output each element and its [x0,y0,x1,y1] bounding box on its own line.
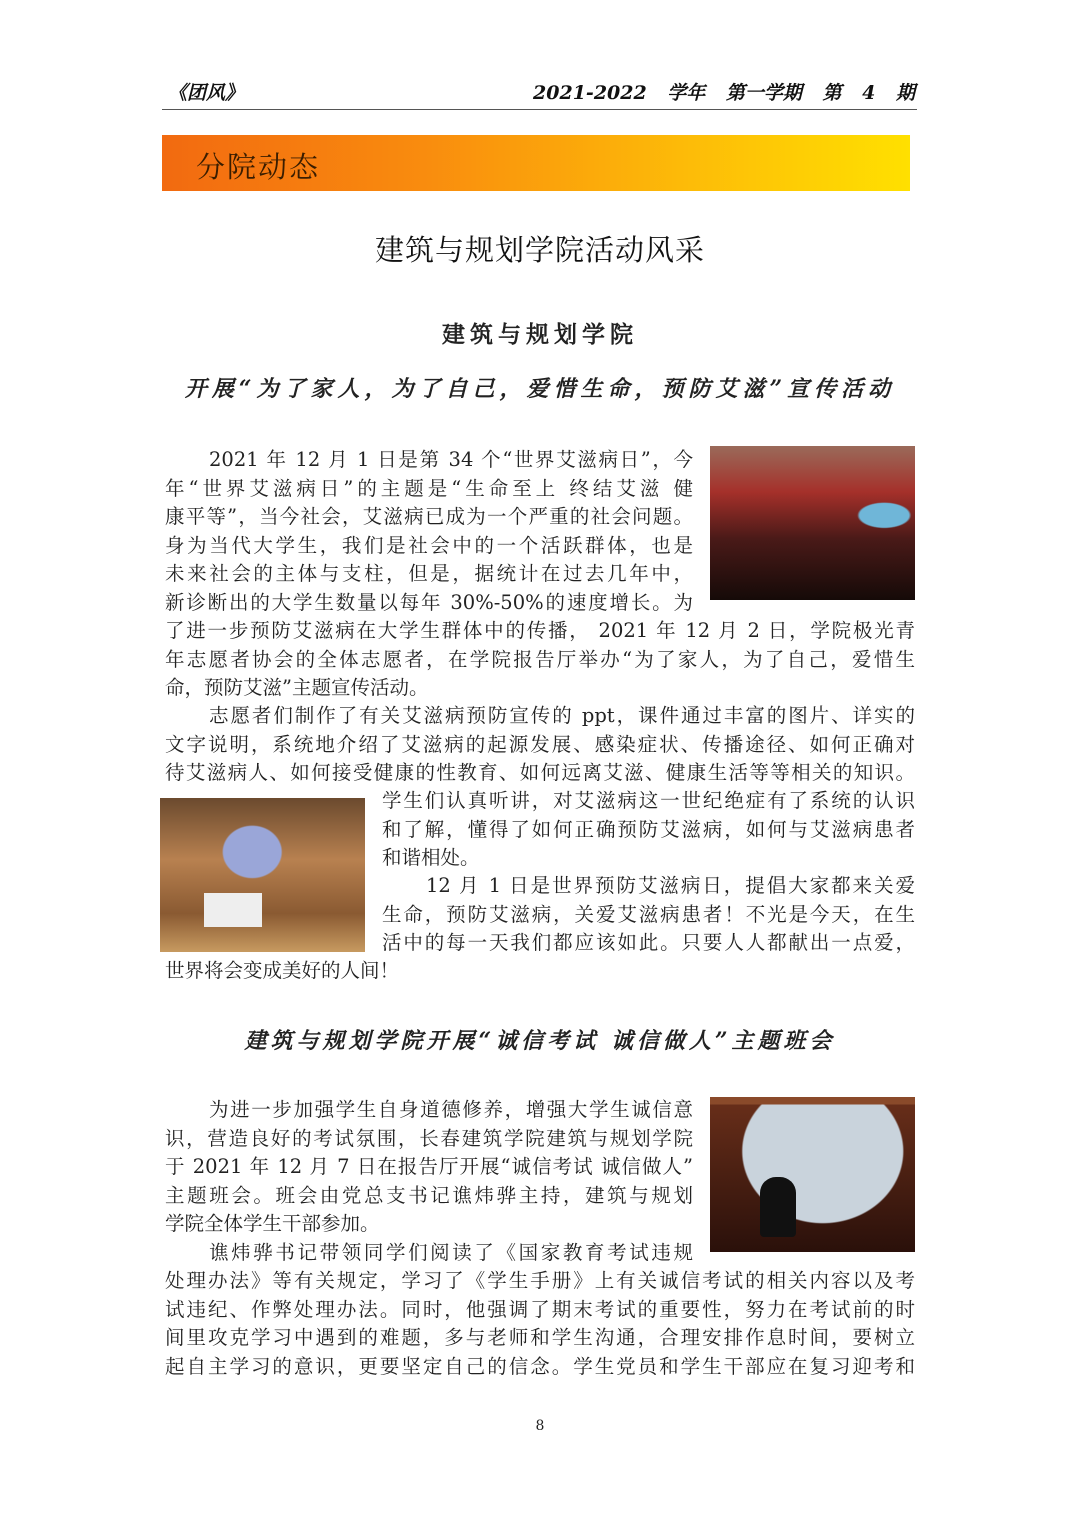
text-line: 试违纪、作弊处理办法。同时，他强调了期末考试的重要性，努力在考试前的时 [165,1297,915,1321]
text-line: 2021 年 12 月 1 日是第 34 个“世界艾滋病日”，今 [209,448,693,471]
text-line: 未来社会的主体与支柱，但是，据统计在过去几年中， [165,562,693,585]
header-divider [162,109,917,110]
text-line: 谯炜骅书记带领同学们阅读了《国家教育考试违规 [209,1240,693,1264]
text-line: 年“世界艾滋病日”的主题是“生命至上 终结艾滋 健 [165,476,693,500]
text-line: 世界将会变成美好的人间！ [165,959,400,982]
article1-para2-wrapped [382,787,915,873]
text-line: 识，营造良好的考试氛围，长春建筑学院建筑与规划学院 [165,1126,693,1150]
text-line: 处理办法》等有关规定，学习了《学生手册》上有关诚信考试的相关内容以及考 [165,1269,915,1292]
text-line: 学院全体学生干部参加。 [165,1212,380,1235]
article2-title: 建筑与规划学院开展“诚信考试 诚信做人”主题班会 [244,1028,836,1054]
text-line: 志愿者们制作了有关艾滋病预防宣传的 ppt，课件通过丰富的图片、详实的 [209,704,915,727]
text-line: 年志愿者协会的全体志愿者，在学院报告厅举办“为了家人，为了自己，爱惜生 [165,647,915,671]
article1-title: 开展“为了家人，为了自己，爱惜生命，预防艾滋”宣传活动 [184,376,896,402]
journal-name: 《团风》 [168,82,245,104]
text-line: 学生们认真听讲，对艾滋病这一世纪绝症有了系统的认识 [382,789,915,812]
class-meeting-photo [710,1097,915,1252]
article1-subtitle: 建筑与规划学院 [442,321,638,348]
page-title: 建筑与规划学院活动风采 [374,233,705,267]
text-line: 文字说明，系统地介绍了艾滋病的起源发展、感染症状、传播途径、如何正确对 [165,732,915,756]
section-label: 分院动态 [196,150,321,184]
article2-para-full [165,1267,915,1381]
article1-para1-full [165,617,915,703]
text-line: 待艾滋病人、如何接受健康的性教育、如何远离艾滋、健康生活等等相关的知识。 [165,761,915,784]
text-line: 了进一步预防艾滋病在大学生群体中的传播， 2021 年 12 月 2 日，学院极光青 [165,619,915,642]
article1-para3-full [165,957,915,986]
text-line: 间里攻克学习中遇到的难题，多与老师和学生沟通，合理安排作息时间，要树立 [165,1326,915,1349]
text-line: 12 月 1 日是世界预防艾滋病日，提倡大家都来关爱 [426,874,915,897]
text-line: 生命，预防艾滋病，关爱艾滋病患者！不光是今天，在生 [382,902,915,926]
lecture-hall-photo [710,446,915,600]
text-line: 命，预防艾滋”主题宣传活动。 [165,676,429,699]
flag-banner [204,893,262,927]
issue-info: 2021-2022 学年 第一学期 第 4 期 [533,82,915,104]
article2-para-wrapped [165,1096,693,1267]
section-banner [162,135,910,191]
volunteers-group-photo [160,798,365,952]
text-line: 新诊断出的大学生数量以每年 30%-50%的速度增长。为 [165,590,693,614]
text-line: 康平等”，当今社会，艾滋病已成为一个严重的社会问题。 [165,505,693,528]
text-line: 身为当代大学生，我们是社会中的一个活跃群体，也是 [165,533,693,557]
page-number: 8 [535,1418,545,1434]
text-line: 活中的每一天我们都应该如此。只要人人都献出一点爱， [382,931,915,954]
speaker-figure [760,1177,796,1237]
text-line: 于 2021 年 12 月 7 日在报告厅开展“诚信考试 诚信做人” [165,1155,693,1178]
article1-para3-wrapped [382,872,915,958]
text-line: 主题班会。班会由党总支书记谯炜骅主持，建筑与规划 [165,1183,693,1207]
article1-para2 [165,702,915,788]
article1-para1-wrapped [165,446,693,617]
text-line: 和谐相处。 [382,846,480,869]
text-line: 起自主学习的意识，更要坚定自己的信念。学生党员和学生干部应在复习迎考和 [165,1354,915,1378]
text-line: 和了解，懂得了如何正确预防艾滋病，如何与艾滋病患者 [382,817,915,841]
text-line: 为进一步加强学生自身道德修养，增强大学生诚信意 [209,1098,693,1121]
